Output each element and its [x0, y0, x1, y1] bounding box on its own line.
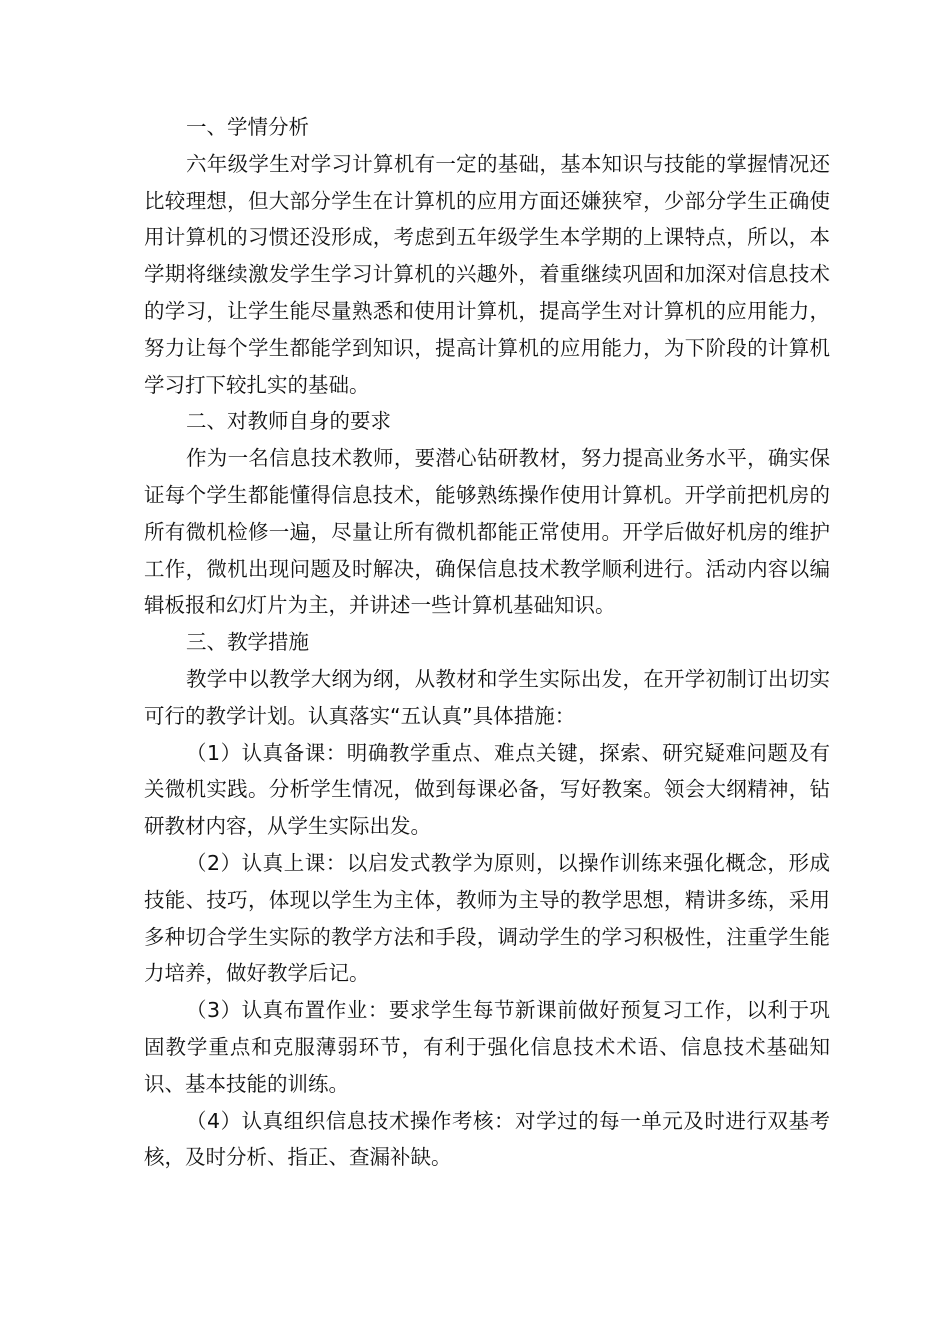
- section-1-paragraph-1: 六年级学生对学习计算机有一定的基础，基本知识与技能的掌握情况还比较理想，但大部分学生在计算机的应用方面还嫌狭窄，少部分学生正确使用计算机的习惯还没形成，考虑到五年级学生本学期的上课特点，所以，本学期将继续激发学生学习计算机的兴趣外，着重继续巩固和加深对信息技术的学习，让学生能尽量熟悉和使用计算机，提高学生对计算机的应用能力，努力让每个学生都能学到知识，提高计算机的应用能力，为下阶段的计算机学习打下较扎实的基础。: [144, 151, 830, 397]
- section-heading-2: 二、对教师自身的要求: [186, 409, 391, 434]
- section-3-paragraph-1: 教学中以教学大纲为纲，从教材和学生实际出发，在开学初制订出切实可行的教学计划。认真落实“五认真”具体措施：: [144, 666, 830, 728]
- section-heading-3: 三、教学措施: [186, 630, 309, 655]
- section-3-paragraph-4: （3）认真布置作业：要求学生每节新课前做好预复习工作，以利于巩固教学重点和克服薄弱环节，有利于强化信息技术术语、信息技术基础知识、基本技能的训练。: [144, 998, 830, 1096]
- section-3-paragraph-5: （4）认真组织信息技术操作考核：对学过的每一单元及时进行双基考核，及时分析、指正、查漏补缺。: [144, 1108, 830, 1170]
- section-3-paragraph-3: （2）认真上课：以启发式教学为原则，以操作训练来强化概念，形成技能、技巧，体现以学生为主体，教师为主导的教学思想，精讲多练，采用多种切合学生实际的教学方法和手段，调动学生的学习积极性，注重学生能力培养，做好教学后记。: [144, 850, 830, 986]
- section-heading-1: 一、学情分析: [186, 115, 309, 139]
- section-2-paragraph-1: 作为一名信息技术教师，要潜心钻研教材，努力提高业务水平，确实保证每个学生都能懂得信息技术，能够熟练操作使用计算机。开学前把机房的所有微机检修一遍，尽量让所有微机都能正常使用。开学后做好机房的维护工作，微机出现问题及时解决，确保信息技术教学顺利进行。活动内容以编辑板报和幻灯片为主，并讲述一些计算机基础知识。: [144, 446, 830, 618]
- document-page: [144, 109, 830, 1176]
- section-3-paragraph-2: （1）认真备课：明确教学重点、难点关键，探索、研究疑难问题及有关微机实践。分析学生情况，做到每课必备，写好教案。领会大纲精神，钻研教材内容，从学生实际出发。: [144, 740, 830, 839]
